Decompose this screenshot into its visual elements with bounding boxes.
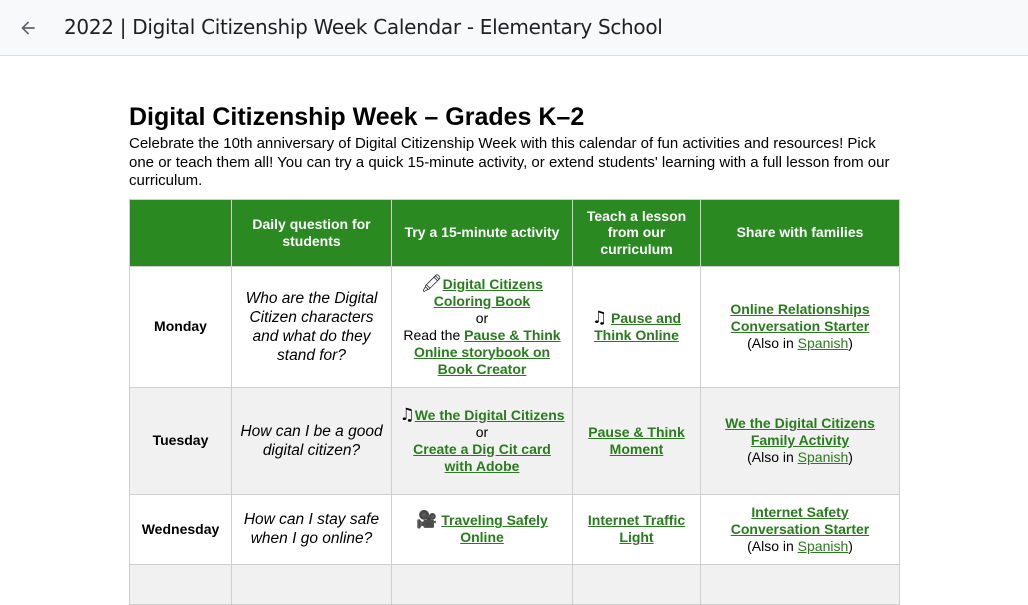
activity-cell — [392, 564, 573, 604]
read-the-text: Read the — [403, 326, 465, 343]
crayon-icon: 🖍 — [421, 273, 443, 294]
family-cell — [701, 494, 900, 564]
table-header-row — [130, 199, 900, 266]
lesson-cell — [573, 387, 701, 494]
activity-cell — [392, 387, 573, 494]
pause-think-moment-link[interactable]: Pause & Think Moment — [588, 423, 685, 457]
pause-and-think-link[interactable]: Pause and Think Online — [594, 309, 682, 343]
activity-cell — [392, 494, 573, 564]
table-row — [130, 564, 900, 604]
day-cell: Monday — [130, 266, 232, 387]
dig-cit-card-link[interactable]: Create a Dig Cit card with Adobe — [413, 440, 551, 474]
question-cell: Who are the Digital Citizen characters and what do they stand for? — [232, 266, 392, 387]
lesson-cell — [573, 266, 701, 387]
header-daily-question: Daily question for students — [232, 199, 392, 266]
day-cell — [130, 564, 232, 604]
online-relationships-link[interactable]: Online Relationships Conversation Starter — [730, 301, 870, 334]
page-heading: Digital Citizenship Week – Grades K–2 — [129, 103, 585, 131]
music-note-icon: ♫ — [591, 307, 608, 328]
table-row — [130, 266, 900, 387]
storybook-link[interactable]: Pause & Think Online storybook on Book Creator — [413, 326, 561, 377]
coloring-book-link[interactable]: Digital Citizens Coloring Book — [433, 275, 543, 309]
day-cell: Tuesday — [130, 387, 232, 494]
document-title: 2022 | Digital Citizenship Week Calendar - Elementary School — [64, 15, 663, 39]
spanish-link[interactable]: Spanish — [797, 537, 849, 554]
spanish-link[interactable]: Spanish — [797, 335, 849, 351]
family-activity-link[interactable]: We the Digital Citizens Family Activity — [725, 415, 875, 448]
top-app-bar — [0, 0, 1028, 56]
header-day — [130, 199, 232, 266]
traveling-safely-link[interactable]: Traveling Safely Online — [441, 512, 548, 545]
question-cell: How can I stay safe when I go online? — [232, 494, 392, 564]
table-row — [130, 494, 900, 564]
also-in-text: (Also in Spanish) — [747, 449, 853, 465]
calendar-table — [129, 199, 900, 605]
back-arrow-icon[interactable] — [14, 14, 42, 42]
header-activity: Try a 15-minute activity — [392, 199, 573, 266]
spanish-link[interactable]: Spanish — [797, 449, 849, 465]
family-cell — [701, 564, 900, 604]
header-lesson: Teach a lesson from our curriculum — [573, 199, 701, 266]
lesson-cell — [573, 494, 701, 564]
header-families: Share with families — [701, 199, 900, 266]
intro-paragraph: Celebrate the 10th anniversary of Digital Citizenship Week with this calendar of fun activities and resources! Pick one or teach them all! You can try a quick 15-minute activity, or extend students' learning with a full lesson from our curriculum. — [129, 135, 890, 189]
internet-traffic-light-link[interactable]: Internet Traffic Light — [587, 512, 686, 545]
or-text: or — [475, 309, 489, 326]
also-in-text: (Also in Spanish) — [747, 335, 853, 351]
question-cell: How can I be a good digital citizen? — [232, 387, 392, 494]
or-text: or — [475, 423, 489, 440]
day-cell: Wednesday — [130, 494, 232, 564]
family-cell — [701, 387, 900, 494]
lesson-cell — [573, 564, 701, 604]
also-in-text: (Also in Spanish) — [747, 537, 853, 554]
page-content — [129, 101, 899, 605]
music-note-icon: ♫ — [399, 404, 415, 425]
question-cell — [232, 564, 392, 604]
activity-cell — [392, 266, 573, 387]
video-camera-icon: 🎥 — [416, 510, 438, 530]
internet-safety-link[interactable]: Internet Safety Conversation Starter — [730, 503, 870, 537]
we-the-digital-citizens-link[interactable]: We the Digital Citizens — [414, 406, 565, 423]
family-cell — [701, 266, 900, 387]
table-row — [130, 387, 900, 494]
